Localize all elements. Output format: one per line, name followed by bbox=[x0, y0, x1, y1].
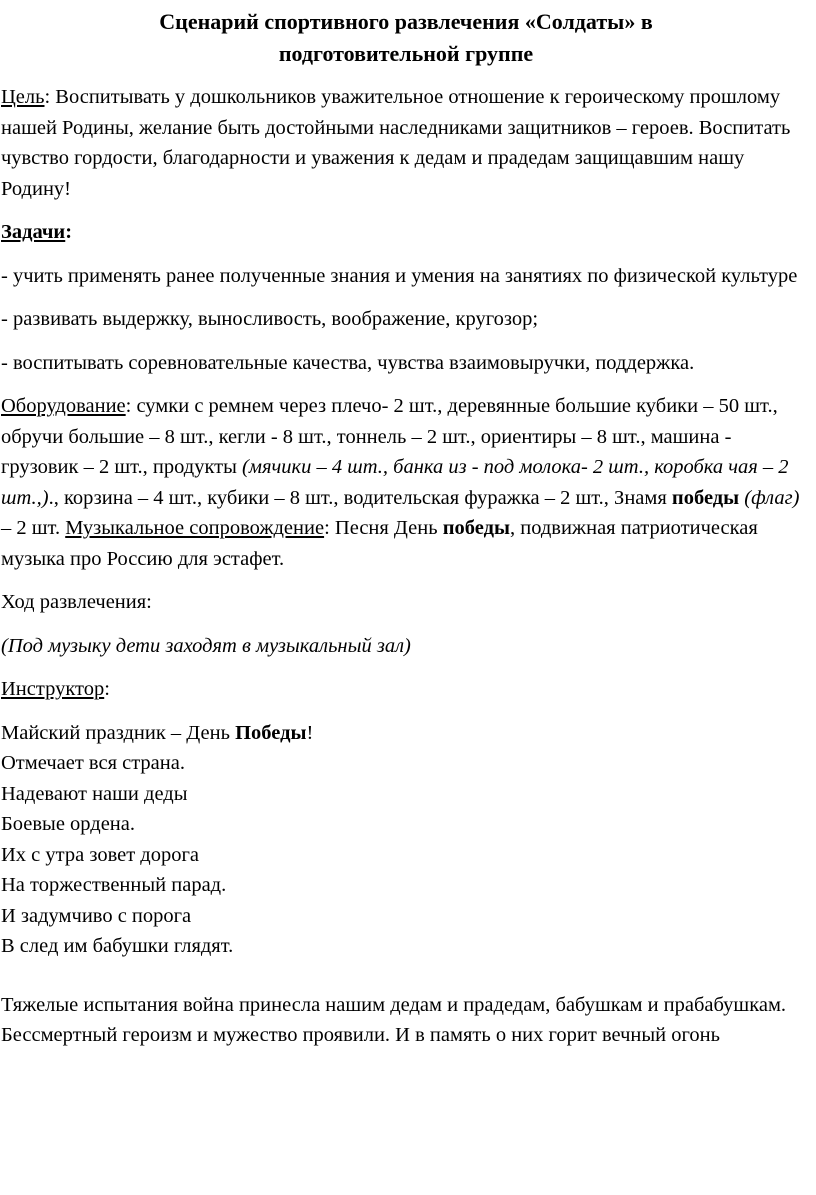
poem-line-5: Их с утра зовет дорога bbox=[1, 843, 199, 866]
poem-line-7: И задумчиво с порога bbox=[1, 904, 192, 927]
tasks-label: Задачи bbox=[1, 221, 66, 243]
title-line-1: Сценарий спортивного развлечения «Солдаты» в bbox=[159, 9, 653, 34]
instructor-heading bbox=[0, 674, 802, 705]
music-label: Музыкальное сопровождение bbox=[65, 517, 325, 539]
equipment-text-5: : Песня День bbox=[324, 517, 443, 539]
title-line-2: подготовительной группе bbox=[278, 41, 534, 66]
task-item-1: - учить применять ранее полученные знания и умения на занятиях по физической культуре bbox=[1, 264, 798, 287]
instructor-label: Инструктор bbox=[1, 678, 105, 700]
poem bbox=[0, 718, 802, 962]
equipment-text-2: ., корзина – 4 шт., кубики – 8 шт., водительская фуражка – 2 шт., Знамя bbox=[48, 486, 672, 509]
task-item-2: - развивать выдержку, выносливость, воображение, кругозор; bbox=[1, 308, 539, 330]
equipment-italic-2: (флаг) bbox=[744, 486, 800, 509]
equipment-text-1: : сумки с ремнем через плечо- 2 шт., деревянные большие кубики – 50 шт., обручи большие – 8 шт., кегли - 8 шт., тоннель – 2 шт., ориентиры – 8 шт., машина - грузовик – 2 шт., продукты bbox=[1, 395, 778, 478]
document-title bbox=[0, 6, 802, 70]
equipment-text-6: , подвижная патриотическая музыка про Россию для эстафет. bbox=[1, 517, 758, 570]
instructor-colon: : bbox=[104, 678, 110, 700]
task-item-3: - воспитывать соревновательные качества, чувства взаимовыручки, поддержка. bbox=[1, 351, 695, 374]
poem-line-4: Боевые ордена. bbox=[1, 813, 136, 835]
equipment-text-4: – 2 шт. bbox=[1, 517, 66, 539]
stage-direction: (Под музыку дети заходят в музыкальный зал) bbox=[1, 634, 411, 657]
equipment-bold-1: победы bbox=[671, 486, 740, 509]
poem-line-6: На торжественный парад. bbox=[1, 874, 227, 896]
poem-line-8: В след им бабушки глядят. bbox=[1, 935, 234, 957]
poem-line-1 bbox=[1, 718, 802, 749]
equipment-bold-2: победы bbox=[442, 517, 510, 539]
poem-line-1-text: Майский праздник – День bbox=[1, 721, 236, 744]
equipment-label: Оборудование bbox=[1, 395, 126, 417]
poem-line-1-end: ! bbox=[306, 721, 314, 744]
equipment-paragraph bbox=[0, 391, 802, 574]
goal-label: Цель bbox=[1, 86, 45, 108]
poem-line-2: Отмечает вся страна. bbox=[1, 752, 185, 774]
poem-line-1-bold: Победы bbox=[235, 721, 307, 744]
equipment-italic-1: (мячики – 4 шт., банка из - под молока- 2 шт., коробка чая – 2 шт.,) bbox=[1, 456, 789, 509]
goal-paragraph bbox=[0, 82, 802, 204]
goal-text: : Воспитывать у дошкольников уважительное отношение к героическому прошлому нашей Родины, желание быть достойными наследниками защитников – героев. Воспитать чувство гордости, благодарности и уважения к дедам и прадедам защищавшим нашу Родину! bbox=[1, 86, 791, 200]
course-heading: Ход развлечения: bbox=[1, 591, 152, 613]
tasks-colon: : bbox=[65, 221, 73, 243]
poem-line-3: Надевают наши деды bbox=[1, 782, 188, 805]
tasks-heading bbox=[0, 217, 802, 248]
closing-paragraph: Тяжелые испытания война принесла нашим дедам и прадедам, бабушкам и прабабушкам. Бессмертный героизм и мужество проявили. И в память о них горит вечный огонь bbox=[1, 993, 787, 1046]
